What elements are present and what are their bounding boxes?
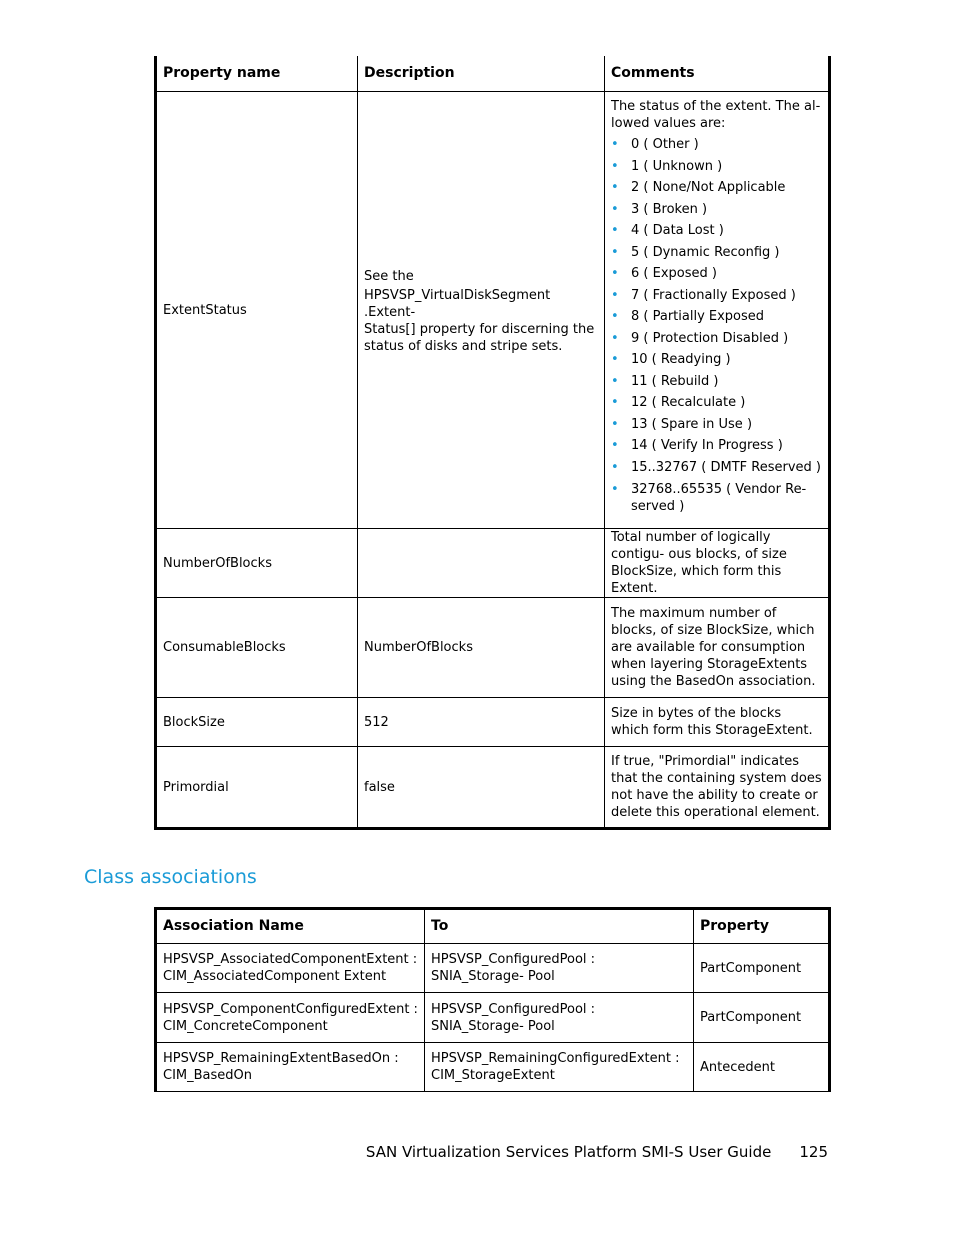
property-name-cell: BlockSize (156, 698, 358, 747)
bullet-icon: • (611, 330, 619, 346)
header-description: Description (358, 56, 605, 92)
association-name-cell: HPSVSP_AssociatedComponentExtent : CIM_AssociatedComponent Extent (156, 944, 425, 993)
status-value-text: 5 ( Dynamic Reconfig ) (631, 244, 780, 260)
status-value-text: 10 ( Readying ) (631, 352, 731, 367)
comment-intro: The status of the extent. The al- lowed values are: (611, 99, 821, 131)
bullet-icon: • (611, 395, 619, 410)
header-property: Property (694, 909, 830, 944)
bullet-icon: • (611, 158, 619, 174)
table-row (156, 92, 830, 529)
table-row (156, 598, 830, 698)
comments-cell: Total number of logically contigu- ous blocks, of size BlockSize, which form this Extent. (605, 529, 830, 598)
status-value-item (611, 177, 822, 199)
status-value-item (611, 371, 822, 393)
status-value-text: 6 ( Exposed ) (631, 266, 717, 281)
comments-cell (605, 92, 830, 529)
bullet-icon: • (611, 309, 619, 324)
table-row (156, 529, 830, 598)
status-value-item (611, 156, 822, 178)
status-value-item (611, 220, 822, 242)
bullet-icon: • (611, 438, 619, 453)
status-value-item (611, 435, 822, 457)
page-footer (366, 1143, 828, 1161)
bullet-icon: • (611, 266, 619, 281)
association-table (154, 907, 831, 1092)
status-value-item (611, 199, 822, 221)
status-value-text: 1 ( Unknown ) (631, 158, 723, 174)
bullet-icon: • (611, 201, 619, 217)
property-name-cell: NumberOfBlocks (156, 529, 358, 598)
bullet-icon: • (611, 244, 619, 260)
status-value-item (611, 481, 822, 515)
property-name-cell: ExtentStatus (156, 92, 358, 529)
bullet-icon: • (611, 223, 619, 238)
status-value-text: 9 ( Protection Disabled ) (631, 330, 789, 346)
description-line: status of disks and stripe sets. (364, 338, 563, 354)
bullet-icon: • (611, 137, 619, 152)
description-cell (358, 529, 605, 598)
association-table-header (156, 909, 830, 944)
status-value-text: 13 ( Spare in Use ) (631, 416, 753, 432)
status-value-item (611, 457, 822, 479)
bullet-icon: • (611, 180, 619, 195)
table-row (156, 698, 830, 747)
status-value-item (611, 263, 822, 285)
header-comments: Comments (605, 56, 830, 92)
association-property-cell: PartComponent (694, 993, 830, 1043)
status-value-item (611, 414, 822, 436)
status-value-text: 32768..65535 ( Vendor Re- served ) (631, 482, 807, 514)
property-table-header (156, 56, 830, 92)
table-row (156, 944, 830, 993)
bullet-icon: • (611, 416, 619, 432)
description-cell: NumberOfBlocks (358, 598, 605, 698)
status-value-text: 0 ( Other ) (631, 137, 699, 152)
status-value-item (611, 242, 822, 264)
status-value-item (611, 349, 822, 371)
table-row (156, 1043, 830, 1092)
status-value-text: 14 ( Verify In Progress ) (631, 438, 783, 453)
header-property-name: Property name (156, 56, 358, 92)
bullet-icon: • (611, 373, 619, 389)
association-to-cell: HPSVSP_ConfiguredPool : SNIA_Storage- Pool (425, 944, 694, 993)
status-value-text: 11 ( Rebuild ) (631, 373, 719, 389)
section-title: Class associations (84, 866, 257, 888)
description-cell (358, 92, 605, 529)
description-cell: false (358, 747, 605, 829)
association-property-cell: Antecedent (694, 1043, 830, 1092)
bullet-icon: • (611, 482, 619, 497)
status-value-item (611, 134, 822, 156)
description-cell: 512 (358, 698, 605, 747)
association-to-cell: HPSVSP_RemainingConfiguredExtent : CIM_StorageExtent (425, 1043, 694, 1092)
status-value-text: 7 ( Fractionally Exposed ) (631, 287, 796, 303)
property-name-cell: ConsumableBlocks (156, 598, 358, 698)
status-value-list (611, 134, 822, 515)
header-to: To (425, 909, 694, 944)
status-value-text: 3 ( Broken ) (631, 201, 708, 217)
association-name-cell: HPSVSP_RemainingExtentBasedOn : CIM_BasedOn (156, 1043, 425, 1092)
status-value-item (611, 285, 822, 307)
page-number: 125 (799, 1143, 828, 1161)
header-association-name: Association Name (156, 909, 425, 944)
association-property-cell: PartComponent (694, 944, 830, 993)
status-value-text: 4 ( Data Lost ) (631, 223, 724, 238)
bullet-icon: • (611, 459, 619, 475)
association-name-cell: HPSVSP_ComponentConfiguredExtent : CIM_ConcreteComponent (156, 993, 425, 1043)
description-line: HPSVSP_VirtualDiskSegment .Extent- (364, 287, 551, 320)
status-value-text: 2 ( None/Not Applicable (631, 180, 786, 195)
status-value-item (611, 306, 822, 328)
footer-title: SAN Virtualization Services Platform SMI-S User Guide (365, 1143, 772, 1161)
bullet-icon: • (611, 352, 619, 367)
comments-cell: If true, "Primordial" indicates that the containing system does not have the ability to create or delete this operational element. (605, 747, 830, 829)
table-row (156, 993, 830, 1043)
association-to-cell: HPSVSP_ConfiguredPool : SNIA_Storage- Pool (425, 993, 694, 1043)
status-value-item (611, 392, 822, 414)
bullet-icon: • (611, 287, 619, 303)
table-row (156, 747, 830, 829)
comments-cell: The maximum number of blocks, of size BlockSize, which are available for consumption when layering StorageExtents using the BasedOn association. (605, 598, 830, 698)
description-line: Status[] property for discerning the (364, 321, 595, 337)
status-value-text: 15..32767 ( DMTF Reserved ) (631, 459, 821, 475)
description-line: See the (364, 268, 414, 284)
status-value-item (611, 328, 822, 350)
property-name-cell: Primordial (156, 747, 358, 829)
status-value-text: 12 ( Recalculate ) (631, 395, 746, 410)
status-value-text: 8 ( Partially Exposed (631, 309, 765, 324)
comments-cell: Size in bytes of the blocks which form this StorageExtent. (605, 698, 830, 747)
property-table (154, 56, 831, 830)
